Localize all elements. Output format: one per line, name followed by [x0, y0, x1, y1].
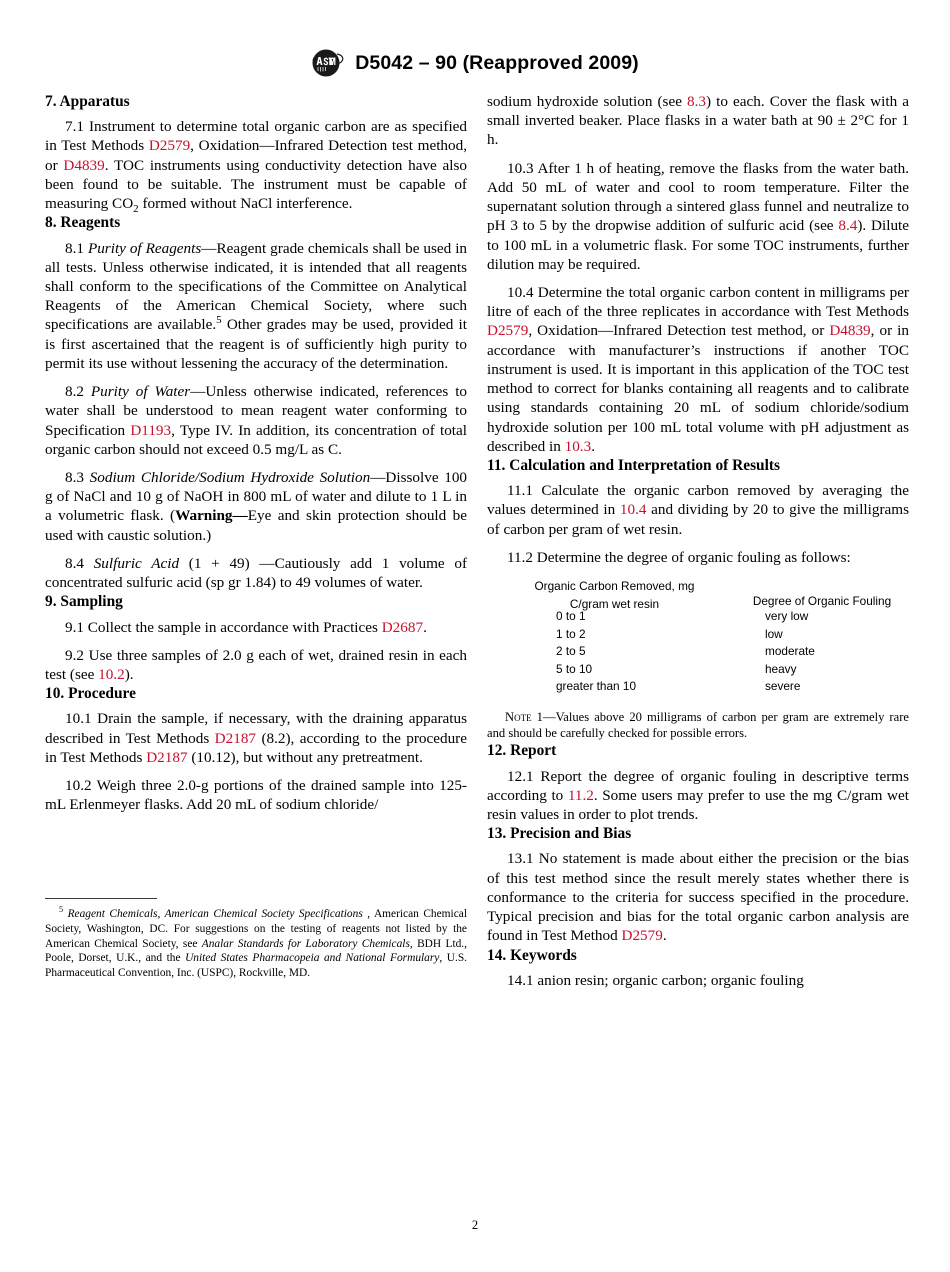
- paragraph-8-4: 8.4 Sulfuric Acid (1 + 49) —Cautiously add 1 volume of concentrated sulfuric acid (sp gr 1.84) to 49 volumes of water.: [45, 554, 467, 592]
- paragraph-10-3: 10.3 After 1 h of heating, remove the flasks from the water bath. Add 50 mL of water and cool to room temperature. Filter the supernatant solution through a sintered glass funnel and neutralize to pH 3 to 5 by the dropwise addition of sulfuric acid (see 8.4). Dilute to 100 mL in a volumetric flask. For some TOC instruments, further dilution may be required.: [487, 159, 909, 273]
- footnote-divider: [45, 898, 157, 899]
- footnote-marker-5[interactable]: 5: [216, 314, 222, 327]
- paragraph-9-2: 9.2 Use three samples of 2.0 g each of wet, drained resin in each test (see 10.2).: [45, 646, 467, 683]
- paragraph-14-1: 14.1 anion resin; organic carbon; organic fouling: [507, 971, 804, 989]
- reference-link-d1193[interactable]: D1193: [130, 421, 172, 439]
- fouling-table-header: [487, 578, 909, 611]
- reference-link-d2187-a[interactable]: D2187: [214, 729, 257, 747]
- reference-link-10-2[interactable]: 10.2: [98, 666, 125, 683]
- section-heading-keywords: 14. Keywords: [487, 946, 577, 964]
- reference-link-d2579-c[interactable]: D2579: [621, 927, 663, 945]
- reference-link-d2187-b[interactable]: D2187: [146, 748, 188, 766]
- fouling-value: 2 to 5: [556, 644, 586, 659]
- footnote-title-analar: Analar Standards for Laboratory Chemicals: [201, 937, 410, 950]
- paragraph-8-3: 8.3 Sodium Chloride/Sodium Hydroxide Solution—Dissolve 100 g of NaCl and 10 g of NaOH in 800 mL of water and dilute to 1 L in a volumetric flask. (Warning—Eye and skin protection should be used with caustic solution.): [45, 469, 468, 544]
- reference-link-d2579-b[interactable]: D2579: [487, 322, 529, 340]
- document-header: [0, 48, 950, 78]
- fouling-value: 1 to 2: [556, 626, 586, 641]
- fouling-value: 0 to 1: [556, 609, 586, 624]
- section-heading-sampling: 9. Sampling: [45, 593, 123, 611]
- footnote-number-5: 5: [59, 905, 64, 915]
- note-label: Note: [505, 710, 532, 725]
- paragraph-10-2-continued: sodium hydroxide solution (see 8.3) to each. Cover the flask with a small inverted beaker. Place flasks in a water bath at 90 ± 2°C for 1 h.: [487, 93, 910, 149]
- footnote-title-usp: United States Pharmacopeia and National Formulary: [185, 952, 440, 965]
- fouling-degree: very low: [765, 609, 809, 624]
- fouling-header-line2: C/gram wet resin: [569, 596, 660, 611]
- fouling-table: [487, 578, 909, 696]
- fouling-degree: low: [765, 626, 783, 641]
- section-heading-calculation: 11. Calculation and Interpretation of Results: [487, 456, 781, 474]
- reference-link-d4839-b[interactable]: D4839: [829, 322, 871, 340]
- paragraph-11-1: 11.1 Calculate the organic carbon removed by averaging the values determined in 10.4 and dividing by 20 to give the milligrams of carbon per gram of wet resin.: [487, 482, 909, 538]
- paragraph-11-2: 11.2 Determine the degree of organic fouling as follows:: [507, 548, 851, 566]
- reference-link-8-3[interactable]: 8.3: [687, 93, 707, 110]
- paragraph-8-2: 8.2 Purity of Water—Unless otherwise indicated, references to water shall be understood to mean reagent water conforming to Specification D1193, Type IV. In addition, its concentration of total organic carbon should not exceed 0.5 mg/L as C.: [45, 383, 468, 458]
- note-1: [487, 709, 909, 741]
- fouling-value: greater than 10: [556, 679, 637, 694]
- note-number: 1: [536, 710, 543, 725]
- document-title: D5042 – 90 (Reapproved 2009): [355, 51, 639, 74]
- paragraph-12-1: 12.1 Report the degree of organic fouling in descriptive terms according to 11.2. Some users may prefer to use the mg C/gram wet resin values in order to plot trends.: [487, 767, 909, 823]
- table-row: [487, 661, 909, 679]
- term-sodium-chloride-hydroxide: Sodium Chloride/Sodium Hydroxide Solution: [89, 469, 371, 486]
- table-row: [487, 678, 909, 696]
- reference-link-d2579[interactable]: D2579: [148, 137, 191, 155]
- paragraph-10-1: 10.1 Drain the sample, if necessary, with the draining apparatus described in Test Methods D2187 (8.2), according to the procedure in Test Methods D2187 (10.12), but without any pretreatment.: [45, 710, 467, 766]
- reference-link-8-4[interactable]: 8.4: [838, 217, 858, 235]
- section-heading-procedure: 10. Procedure: [45, 685, 136, 703]
- footnote-5: $^5$ Reagent Chemicals, American Chemical Society Specifications , American Chemical Society, Washington, DC. For suggestions on the testing of reagents not listed by the American Chemical Society, see Analar Standards for Laboratory Chemicals, BDH Ltd., Poole, Dorset, U.K., and the United States Pharmacopeia and National Formulary, U.S. Pharmaceutical Convention, Inc. (USPC), Rockville, MD.: [45, 905, 468, 980]
- fouling-value: 5 to 10: [556, 661, 593, 676]
- table-row: [487, 608, 909, 626]
- term-purity-of-reagents: Purity of Reagents: [87, 239, 202, 257]
- paragraph-8-1: 8.1 Purity of Reagents—Reagent grade chemicals shall be used in all tests. Unless otherwise indicated, it is intended that all reagents shall conform to the specifications of the Committee on Analytical Reagents of the American Chemical Society, where such specifications are available.$^5$ Other grades may be used, provided it is first ascertained that the reagent is of sufficiently high purity to permit its use without lessening the accuracy of the determination.: [45, 239, 468, 372]
- footnote-title-reagent-chemicals: Reagent Chemicals, American Chemical Society Specifications: [67, 908, 363, 920]
- fouling-degree: severe: [765, 679, 801, 694]
- page-number: 2: [471, 1218, 479, 1232]
- reference-link-10-4[interactable]: 10.4: [619, 501, 647, 519]
- right-column: [487, 92, 909, 990]
- note-text: —Values above 20 milligrams of carbon per gram are extremely rare and should be carefully checked for possible errors.: [487, 710, 910, 741]
- warning-label: Warning—: [175, 507, 248, 525]
- fouling-degree: heavy: [765, 661, 797, 676]
- fouling-degree: moderate: [765, 644, 815, 659]
- table-row: [487, 643, 909, 661]
- table-row: [487, 626, 909, 644]
- reference-link-d4839[interactable]: D4839: [63, 156, 105, 174]
- term-purity-of-water: Purity of Water: [90, 383, 191, 401]
- section-heading-precision-bias: 13. Precision and Bias: [487, 825, 632, 843]
- term-sulfuric-acid: Sulfuric Acid: [93, 554, 180, 572]
- paragraph-10-4: 10.4 Determine the total organic carbon content in milligrams per litre of each of the three replicates in accordance with Test Methods D2579, Oxidation—Infrared Detection test method, or D4839, or in accordance with manufacturer’s instructions if another TOC instrument is used. It is important in this application of the TOC test method to correct for blanks containing all reagents and to calibrate using standards containing 20 mL of sodium chloride/sodium hydroxide solution per 100 mL total volume with pH adjustment as described in 10.3.: [487, 283, 909, 455]
- reference-link-10-3[interactable]: 10.3: [564, 437, 592, 455]
- astm-logo-icon: [311, 48, 345, 78]
- paragraph-10-2: 10.2 Weigh three 2.0-g portions of the drained sample into 125-mL Erlenmeyer flasks. Add 20 mL of sodium chloride/: [45, 777, 467, 814]
- section-heading-report: 12. Report: [487, 742, 557, 760]
- subscript-2: 2: [133, 203, 139, 216]
- paragraph-7-1: 7.1 Instrument to determine total organic carbon are as specified in Test Methods D2579, Oxidation—Infrared Detection test method, or D4839. TOC instruments using conductivity detection have also been found to be suitable. The instrument must be capable of measuring $CO_2$ formed without NaCl interference.: [45, 118, 467, 216]
- left-column: [45, 92, 467, 815]
- fouling-table-header-right: Degree of Organic Fouling: [752, 594, 892, 609]
- fouling-header-line1: Organic Carbon Removed, mg: [534, 579, 695, 594]
- footnote-area: [45, 898, 467, 981]
- paragraph-13-1: 13.1 No statement is made about either the precision or the bias of this test method since the result merely states whether there is conformance to the criteria for success specified in the procedure. Typical precision and bias for the total organic carbon analysis are found in Test Method D2579.: [487, 850, 909, 945]
- section-heading-reagents: 8. Reagents: [45, 214, 121, 232]
- reference-link-11-2[interactable]: 11.2: [567, 786, 594, 804]
- section-heading-apparatus: 7. Apparatus: [45, 93, 130, 110]
- reference-link-d2687[interactable]: D2687: [381, 618, 424, 636]
- paragraph-9-1: 9.1 Collect the sample in accordance with Practices D2687.: [65, 618, 427, 636]
